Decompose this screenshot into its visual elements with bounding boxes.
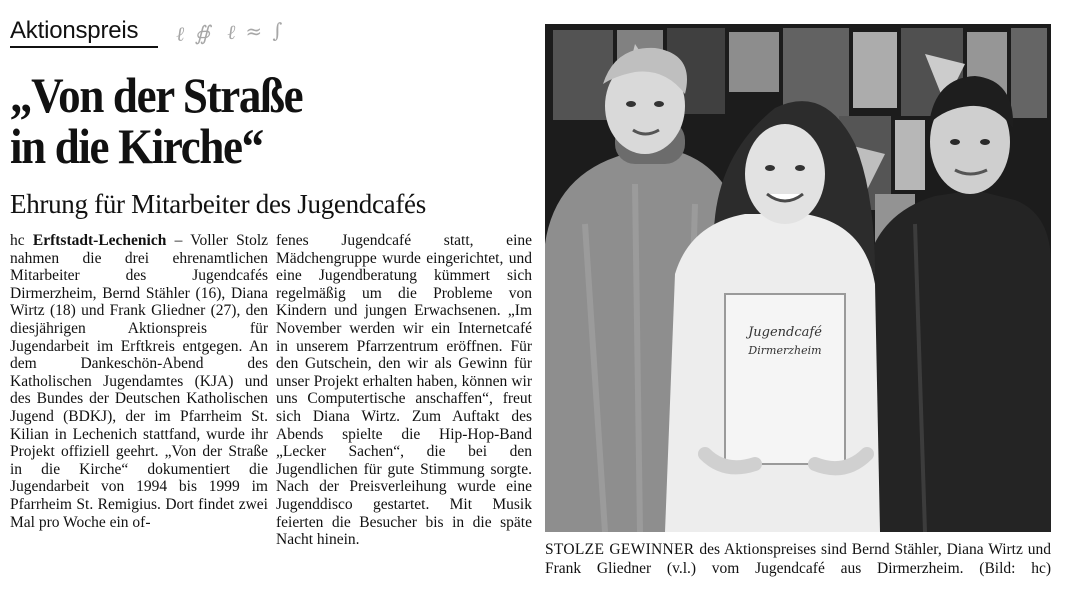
winners-photo: [545, 24, 1051, 532]
article-body-text-2: fenes Jugendcafé statt, eine Mädchengruppe wurde eingerichtet, und eine Jugendberatung kümmert sich regelmäßig um die Probleme von Kindern und jungen Erwachsenen. „Im November werden wir ein Internetcafé in unserem Pfarrzentrum eröffnen. Für den Gutschein, den wir als Gewinn für unser Projekt erhalten haben, können wir uns Computertische anschaffen“, freut sich Diana Wirtz. Zum Auftakt des Abends spielte die Hip-Hop-Band „Lecker Sachen“, die bei den Jugendlichen für gute Stimmung sorgte. Nach der Preisverleihung wurde eine Jugenddisco gestartet. Mit Musik feierten die Besucher bis in die späte Nacht hinein.: [276, 232, 532, 549]
headline: [10, 67, 478, 174]
kicker-underline: [10, 46, 158, 48]
headline-line-2: in die Kirche“: [10, 118, 263, 174]
author-initials: hc: [10, 232, 25, 249]
certificate: [705, 294, 867, 468]
article-column-2: [276, 232, 532, 549]
caption-text: des Aktionspreises sind Bernd Stähler, Diana Wirtz und Frank Gliedner (v.l.) vom Jugendcafé aus Dirmerzheim.: [545, 541, 1051, 577]
article-body-text-1: – Voller Stolz nahmen die drei ehrenamtlichen Mitarbeiter des Jugendcafés Dirmerzheim, Bernd Stähler (16), Diana Wirtz (18) und Frank Gliedner (27), den diesjährigen Aktionspreis für Jugendarbeit im Erftkreis entgegen. An dem Dankeschön-Abend des Katholischen Jugendamtes (KJA) und des Bundes der Deutschen Katholischen Jugend (BDKJ), der im Pfarrheim St. Kilian in Lechenich stattfand, wurde ihr Projekt offiziell geehrt. „Von der Straße in die Kirche“ dokumentiert die Jugendarbeit von 1994 bis 1999 im Pfarrheim St. Remigius. Dort findet zwei Mal pro Woche ein of-: [10, 232, 269, 531]
subheadline: Ehrung für Mitarbeiter des Jugendcafés: [10, 189, 426, 219]
caption-lead: STOLZE GEWINNER: [545, 541, 695, 558]
certificate-line-1: Jugendcafé: [748, 325, 822, 340]
section-kicker: Aktionspreis: [10, 17, 139, 44]
article-column-1: [10, 232, 268, 531]
headline-line-1: „Von der Straße: [10, 67, 303, 123]
handwritten-date-annotation: ℓ ∯ ⁣ ℓ ≈ ∫: [175, 18, 286, 46]
dateline-place: Erftstadt-Lechenich: [32, 232, 167, 249]
certificate-line-2: Dirmerzheim: [748, 344, 822, 357]
photo-caption: [545, 540, 1051, 578]
photo-credit: (Bild: hc): [979, 560, 1052, 577]
article-paragraph-1: [10, 232, 268, 531]
